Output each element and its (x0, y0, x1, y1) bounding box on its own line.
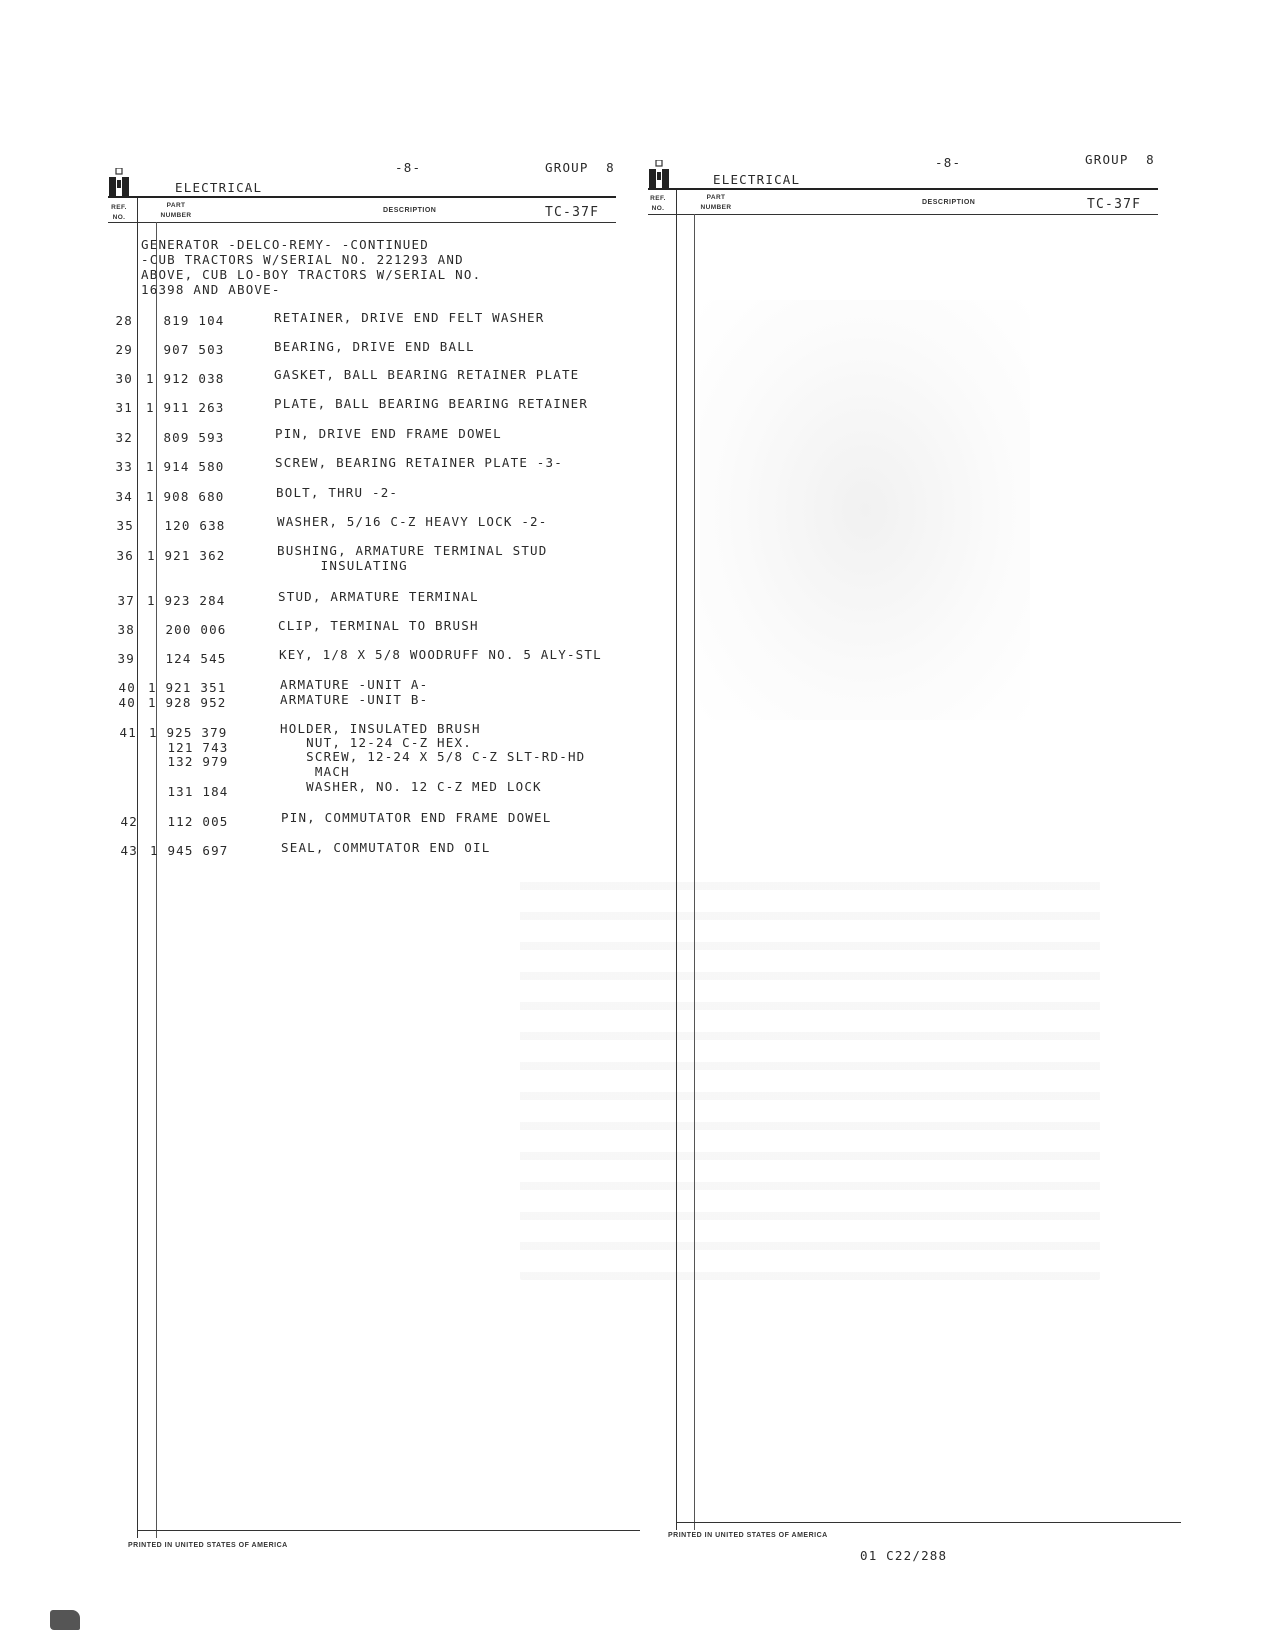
generator-intro: GENERATOR -DELCO-REMY- -CONTINUED -CUB TRACTORS W/SERIAL NO. 221293 AND ABOVE, CUB LO-BOY TRACTORS W/SERIAL NO. 16398 AND ABOVE- (141, 237, 482, 297)
ref-column-divider (137, 198, 138, 1538)
printed-note: PRINTED IN UNITED STATES OF AMERICA (668, 1532, 828, 1539)
footer-rule (137, 1530, 640, 1531)
col-desc-header: DESCRIPTION (383, 207, 437, 214)
page-marker: -8- (395, 160, 422, 175)
page-marker: -8- (935, 155, 962, 170)
model-number: TC-37F (545, 205, 600, 220)
col-desc-header: DESCRIPTION (922, 199, 976, 206)
ref-column-divider (676, 190, 677, 1530)
group-label: GROUP 8 (545, 160, 615, 175)
bleed-through-text (520, 860, 1100, 1280)
document-code: 01 C22/288 (860, 1548, 948, 1563)
ih-logo-right (648, 160, 670, 190)
section-title: ELECTRICAL (175, 180, 263, 195)
group-label: GROUP 8 (1085, 152, 1155, 167)
col-ref-header: REF. NO. (650, 195, 666, 212)
col-part-header: PART NUMBER (700, 194, 732, 211)
scan-smudge (50, 1610, 80, 1630)
ih-logo-left (108, 168, 130, 198)
col-ref-header: REF. NO. (111, 204, 127, 221)
part-column-divider (694, 214, 695, 1530)
header-rule-top (108, 196, 616, 198)
header-rule-bottom (648, 214, 1158, 215)
col-part-header: PART NUMBER (160, 202, 192, 219)
header-rule-top (648, 188, 1158, 190)
header-rule-bottom (108, 222, 616, 223)
footer-rule (676, 1522, 1181, 1523)
model-number: TC-37F (1087, 197, 1142, 212)
section-title: ELECTRICAL (713, 172, 801, 187)
printed-note: PRINTED IN UNITED STATES OF AMERICA (128, 1542, 288, 1549)
bleed-through-diagram (700, 300, 1030, 720)
part-column-divider (156, 222, 157, 1538)
